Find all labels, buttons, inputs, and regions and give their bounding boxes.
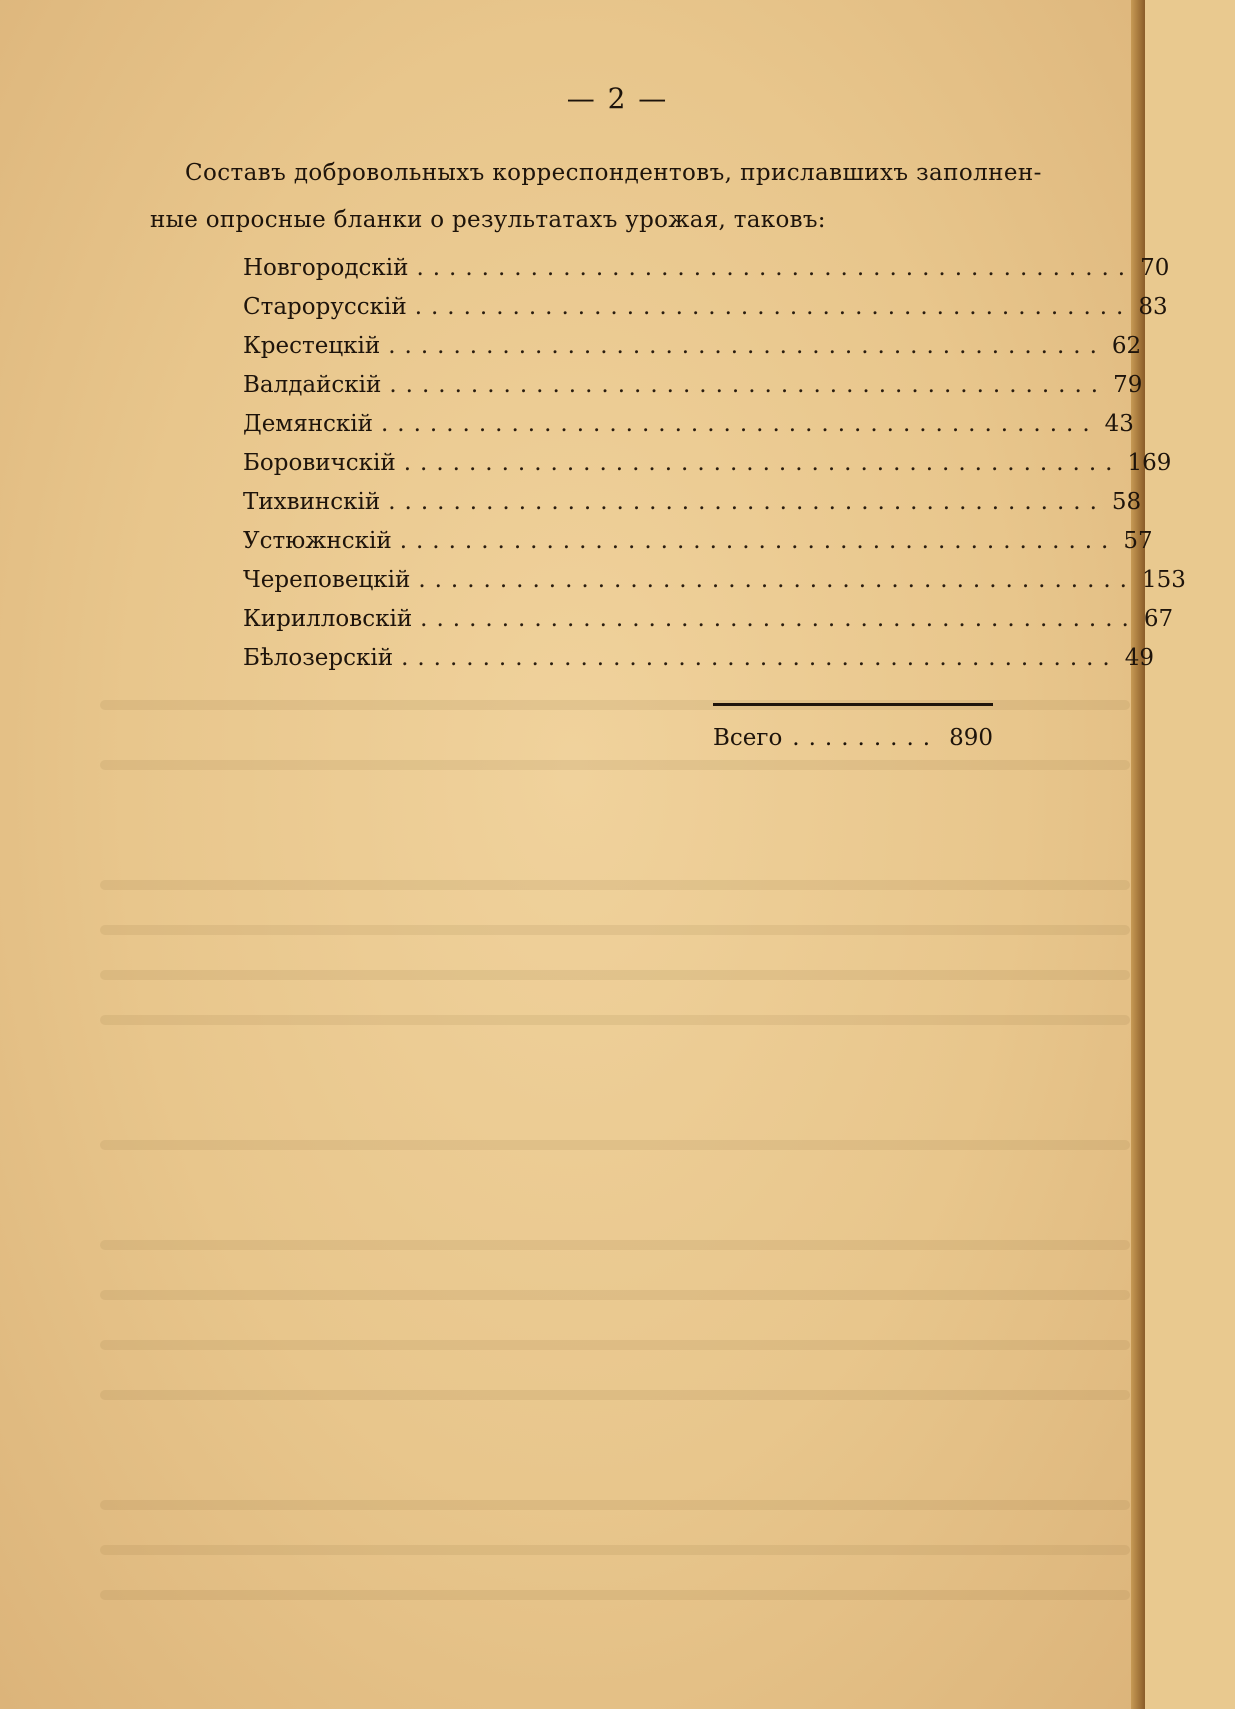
bleed-through-shadow bbox=[100, 1290, 1130, 1300]
bleed-through-shadow bbox=[100, 925, 1130, 935]
bleed-through-shadow bbox=[100, 880, 1130, 890]
district-count: 57 bbox=[1123, 528, 1153, 554]
district-row bbox=[243, 411, 1134, 450]
district-name: Череповецкій bbox=[243, 567, 411, 593]
intro-paragraph bbox=[150, 150, 1100, 244]
dot-leader: ............................................ bbox=[414, 294, 1133, 320]
district-row bbox=[243, 255, 1170, 294]
district-count: 67 bbox=[1143, 606, 1174, 632]
district-name: Старорусскій bbox=[243, 294, 407, 320]
district-list bbox=[243, 255, 1186, 684]
district-row bbox=[243, 372, 1143, 411]
bleed-through-shadow bbox=[100, 1390, 1130, 1400]
dot-leader: ............................................ bbox=[389, 372, 1108, 398]
district-row bbox=[243, 450, 1172, 489]
district-row bbox=[243, 528, 1153, 567]
dot-leader: ............................................ bbox=[388, 333, 1106, 359]
district-row bbox=[243, 645, 1155, 684]
dot-leader: ......... bbox=[792, 725, 940, 751]
dot-leader: ............................................ bbox=[403, 450, 1122, 476]
district-name: Валдайскій bbox=[243, 372, 382, 398]
district-name: Боровичскій bbox=[243, 450, 396, 476]
district-count: 79 bbox=[1113, 372, 1143, 398]
district-row bbox=[243, 567, 1186, 606]
total-rule bbox=[713, 703, 993, 706]
district-row bbox=[243, 294, 1168, 333]
intro-line-1: Составъ добровольныхъ корреспондентовъ, приславшихъ заполнен- bbox=[185, 160, 1042, 186]
district-count: 62 bbox=[1111, 333, 1142, 359]
district-row bbox=[243, 489, 1142, 528]
dot-leader: ............................................ bbox=[418, 567, 1136, 593]
bleed-through-shadow bbox=[100, 1545, 1130, 1555]
district-name: Устюжнскій bbox=[243, 528, 392, 554]
district-count: 43 bbox=[1104, 411, 1134, 437]
dot-leader: ............................................ bbox=[420, 606, 1138, 632]
bleed-through-shadow bbox=[100, 1240, 1130, 1250]
district-name: Кирилловскій bbox=[243, 606, 413, 632]
district-name: Тихвинскій bbox=[243, 489, 381, 515]
district-count: 58 bbox=[1111, 489, 1142, 515]
dot-leader: ............................................ bbox=[416, 255, 1135, 281]
district-name: Демянскій bbox=[243, 411, 373, 437]
bleed-through-shadow bbox=[100, 1140, 1130, 1150]
intro-line-2: ные опросные бланки о результатахъ урожая, таковъ: bbox=[150, 207, 826, 233]
district-name: Бѣлозерскій bbox=[243, 645, 394, 671]
district-count: 70 bbox=[1140, 255, 1170, 281]
district-count: 83 bbox=[1138, 294, 1168, 320]
district-count: 153 bbox=[1142, 567, 1186, 593]
total-count: 890 bbox=[949, 725, 993, 751]
bleed-through-shadow bbox=[100, 1015, 1130, 1025]
bleed-through-shadow bbox=[100, 1340, 1130, 1350]
district-count: 169 bbox=[1127, 450, 1172, 476]
bleed-through-shadow bbox=[100, 970, 1130, 980]
dot-leader: ............................................ bbox=[380, 411, 1099, 437]
district-row bbox=[243, 333, 1142, 372]
bleed-through-shadow bbox=[100, 760, 1130, 770]
district-count: 49 bbox=[1124, 645, 1155, 671]
page-number: — 2 — bbox=[566, 82, 669, 115]
total-row bbox=[713, 725, 993, 751]
bleed-through-shadow bbox=[100, 1500, 1130, 1510]
dot-leader: ............................................ bbox=[399, 528, 1118, 554]
district-name: Крестецкій bbox=[243, 333, 381, 359]
dot-leader: ............................................ bbox=[401, 645, 1119, 671]
district-row bbox=[243, 606, 1174, 645]
district-name: Новгородскій bbox=[243, 255, 409, 281]
total-label: Всего bbox=[713, 725, 783, 751]
bleed-through-shadow bbox=[100, 1590, 1130, 1600]
dot-leader: ............................................ bbox=[388, 489, 1106, 515]
